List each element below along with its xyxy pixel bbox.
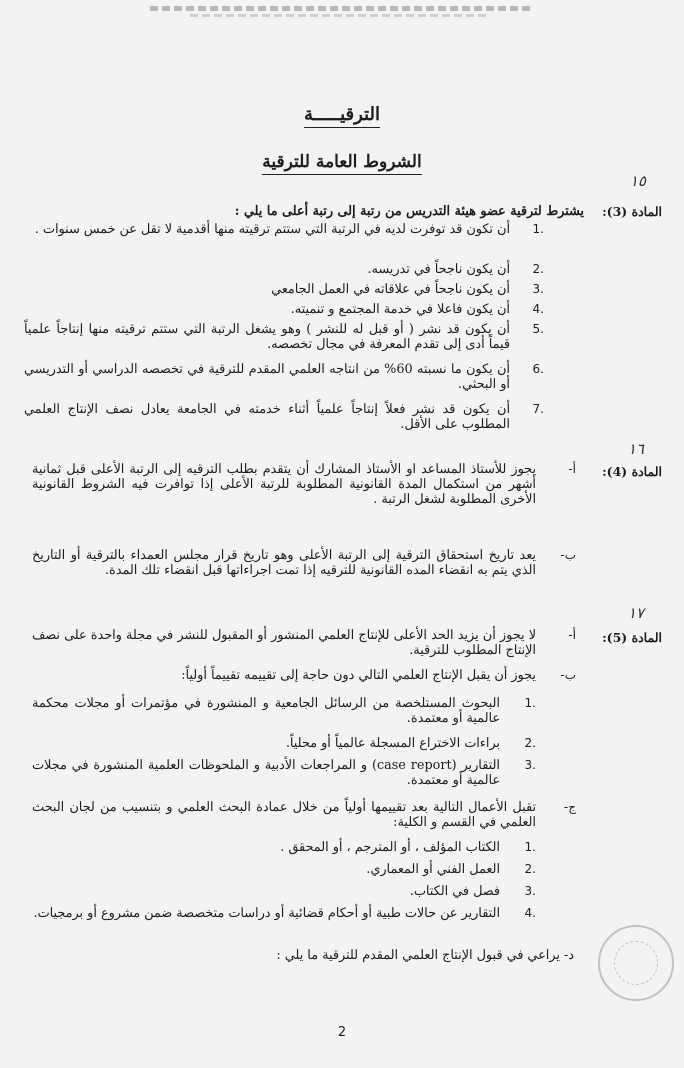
- list-item: .4 التقارير عن حالات طبية أو أحكام قضائية أو دراسات متخصصة ضمن مشروع أو برمجيات.: [33, 906, 536, 921]
- list-item: .1 أن تكون قد توفرت لديه في الرتبة التي ستتم ترقيته منها أقدمية لا تقل عن خمس سنوات .: [34, 222, 544, 237]
- scan-edge-line: [150, 6, 530, 11]
- list-item: .2 براءات الاختراع المسجلة عالمياً أو محلياً.: [285, 736, 536, 751]
- list-item: .2 العمل الفني أو المعماري.: [366, 862, 536, 877]
- list-item: .3 التقارير (case report) و المراجعات الأدبية و الملحوظات العلمية المنشورة في مجلات عالمية أو معتمدة.: [32, 758, 536, 788]
- margin-note: ١٧: [627, 604, 644, 622]
- official-stamp-icon: [598, 925, 674, 1001]
- article-3-label: المادة (3):: [602, 204, 662, 219]
- list-item: .7 أن يكون قد نشر فعلاً إنتاجاً علمياً أثناء خدمته في الجامعة يعادل نصف الإنتاج العلمي المطلوب على الأقل.: [24, 402, 544, 432]
- list-item: .3 أن يكون ناجحاً في علاقاته في العمل الجامعي: [271, 282, 544, 297]
- list-item: .1 البحوث المستلخصة من الرسائل الجامعية و المنشورة في مؤتمرات أو مجلات محكمة عالمية أو معتمدة.: [32, 696, 536, 726]
- list-item: .1 الكتاب المؤلف ، أو المترجم ، أو المحقق .: [280, 840, 536, 855]
- list-item: ب- يعد تاريخ استحقاق الترقية إلى الرتبة الأعلى وهو تاريخ قرار مجلس العمداء بالترقية أو التاريخ الذي يتم به انقضاء المده القانونية للترقيه إذا تمت اجراءاتها قبل انقضاء تلك المدة.: [32, 548, 576, 578]
- page-subtitle: الشروط العامة للترقية: [0, 152, 684, 172]
- page-title: الترقيـــــة: [0, 104, 684, 125]
- list-item: أ- يجوز للأستاذ المساعد او الأستاذ المشارك أن يتقدم بطلب الترقيه إلى الرتبة الأعلى قبل ثمانية أشهر من استكمال المدة القانونية المطلوبة للرتبة الأعلى إذا توافرت فيه الشروط القانونية الأخرى المطلوبة لشغل الرتبة .: [32, 462, 576, 507]
- list-item: أ- لا يجوز أن يزيد الحد الأعلى للإنتاج العلمي المنشور أو المقبول للنشر في مجلة واحدة على نصف الإنتاج المطلوب للترقية.: [32, 628, 576, 658]
- list-item: .4 أن يكون فاعلا في خدمة المجتمع و تنميته.: [290, 302, 544, 317]
- article-4-label: المادة (4):: [602, 464, 662, 479]
- margin-note: ١٦: [627, 440, 644, 458]
- list-item: .2 أن يكون ناجحاً في تدريسه.: [367, 262, 544, 277]
- margin-note: ١٥: [629, 172, 646, 190]
- list-item: ج- تقبل الأعمال التالية بعد تقييمها أولياً من خلال عمادة البحث العلمي و بتنسيب من لجان البحث العلمي في القسم و الكلية:: [32, 800, 576, 830]
- article-3-intro: يشترط لترقية عضو هيئة التدريس من رتبة إلى رتبة أعلى ما يلي :: [234, 204, 584, 219]
- list-item: .6 أن يكون ما نسبته 60% من انتاجه العلمي المقدم للترقية في تخصصه الدراسي أو التدريسي أو البحثي.: [24, 362, 544, 392]
- article-5-d: د- يراعي في قبول الإنتاج العلمي المقدم للترقية ما يلي :: [276, 948, 574, 963]
- list-item: .3 فصل في الكتاب.: [409, 884, 536, 899]
- list-item: .5 أن يكون قد نشر ( أو قبل له للنشر ) وهو يشغل الرتبة التي ستتم ترقيته منها إنتاجاً علمياً قيماً أدى إلى تقدم المعرفة في مجال تخصصه.: [24, 322, 544, 352]
- list-item: ب- يجوز أن يقبل الإنتاج العلمي التالي دون حاجة إلى تقييمه تقييماً أولياً:: [181, 668, 576, 683]
- article-5-label: المادة (5):: [602, 630, 662, 645]
- scan-edge-line: [190, 14, 490, 17]
- page-number: 2: [337, 1025, 347, 1040]
